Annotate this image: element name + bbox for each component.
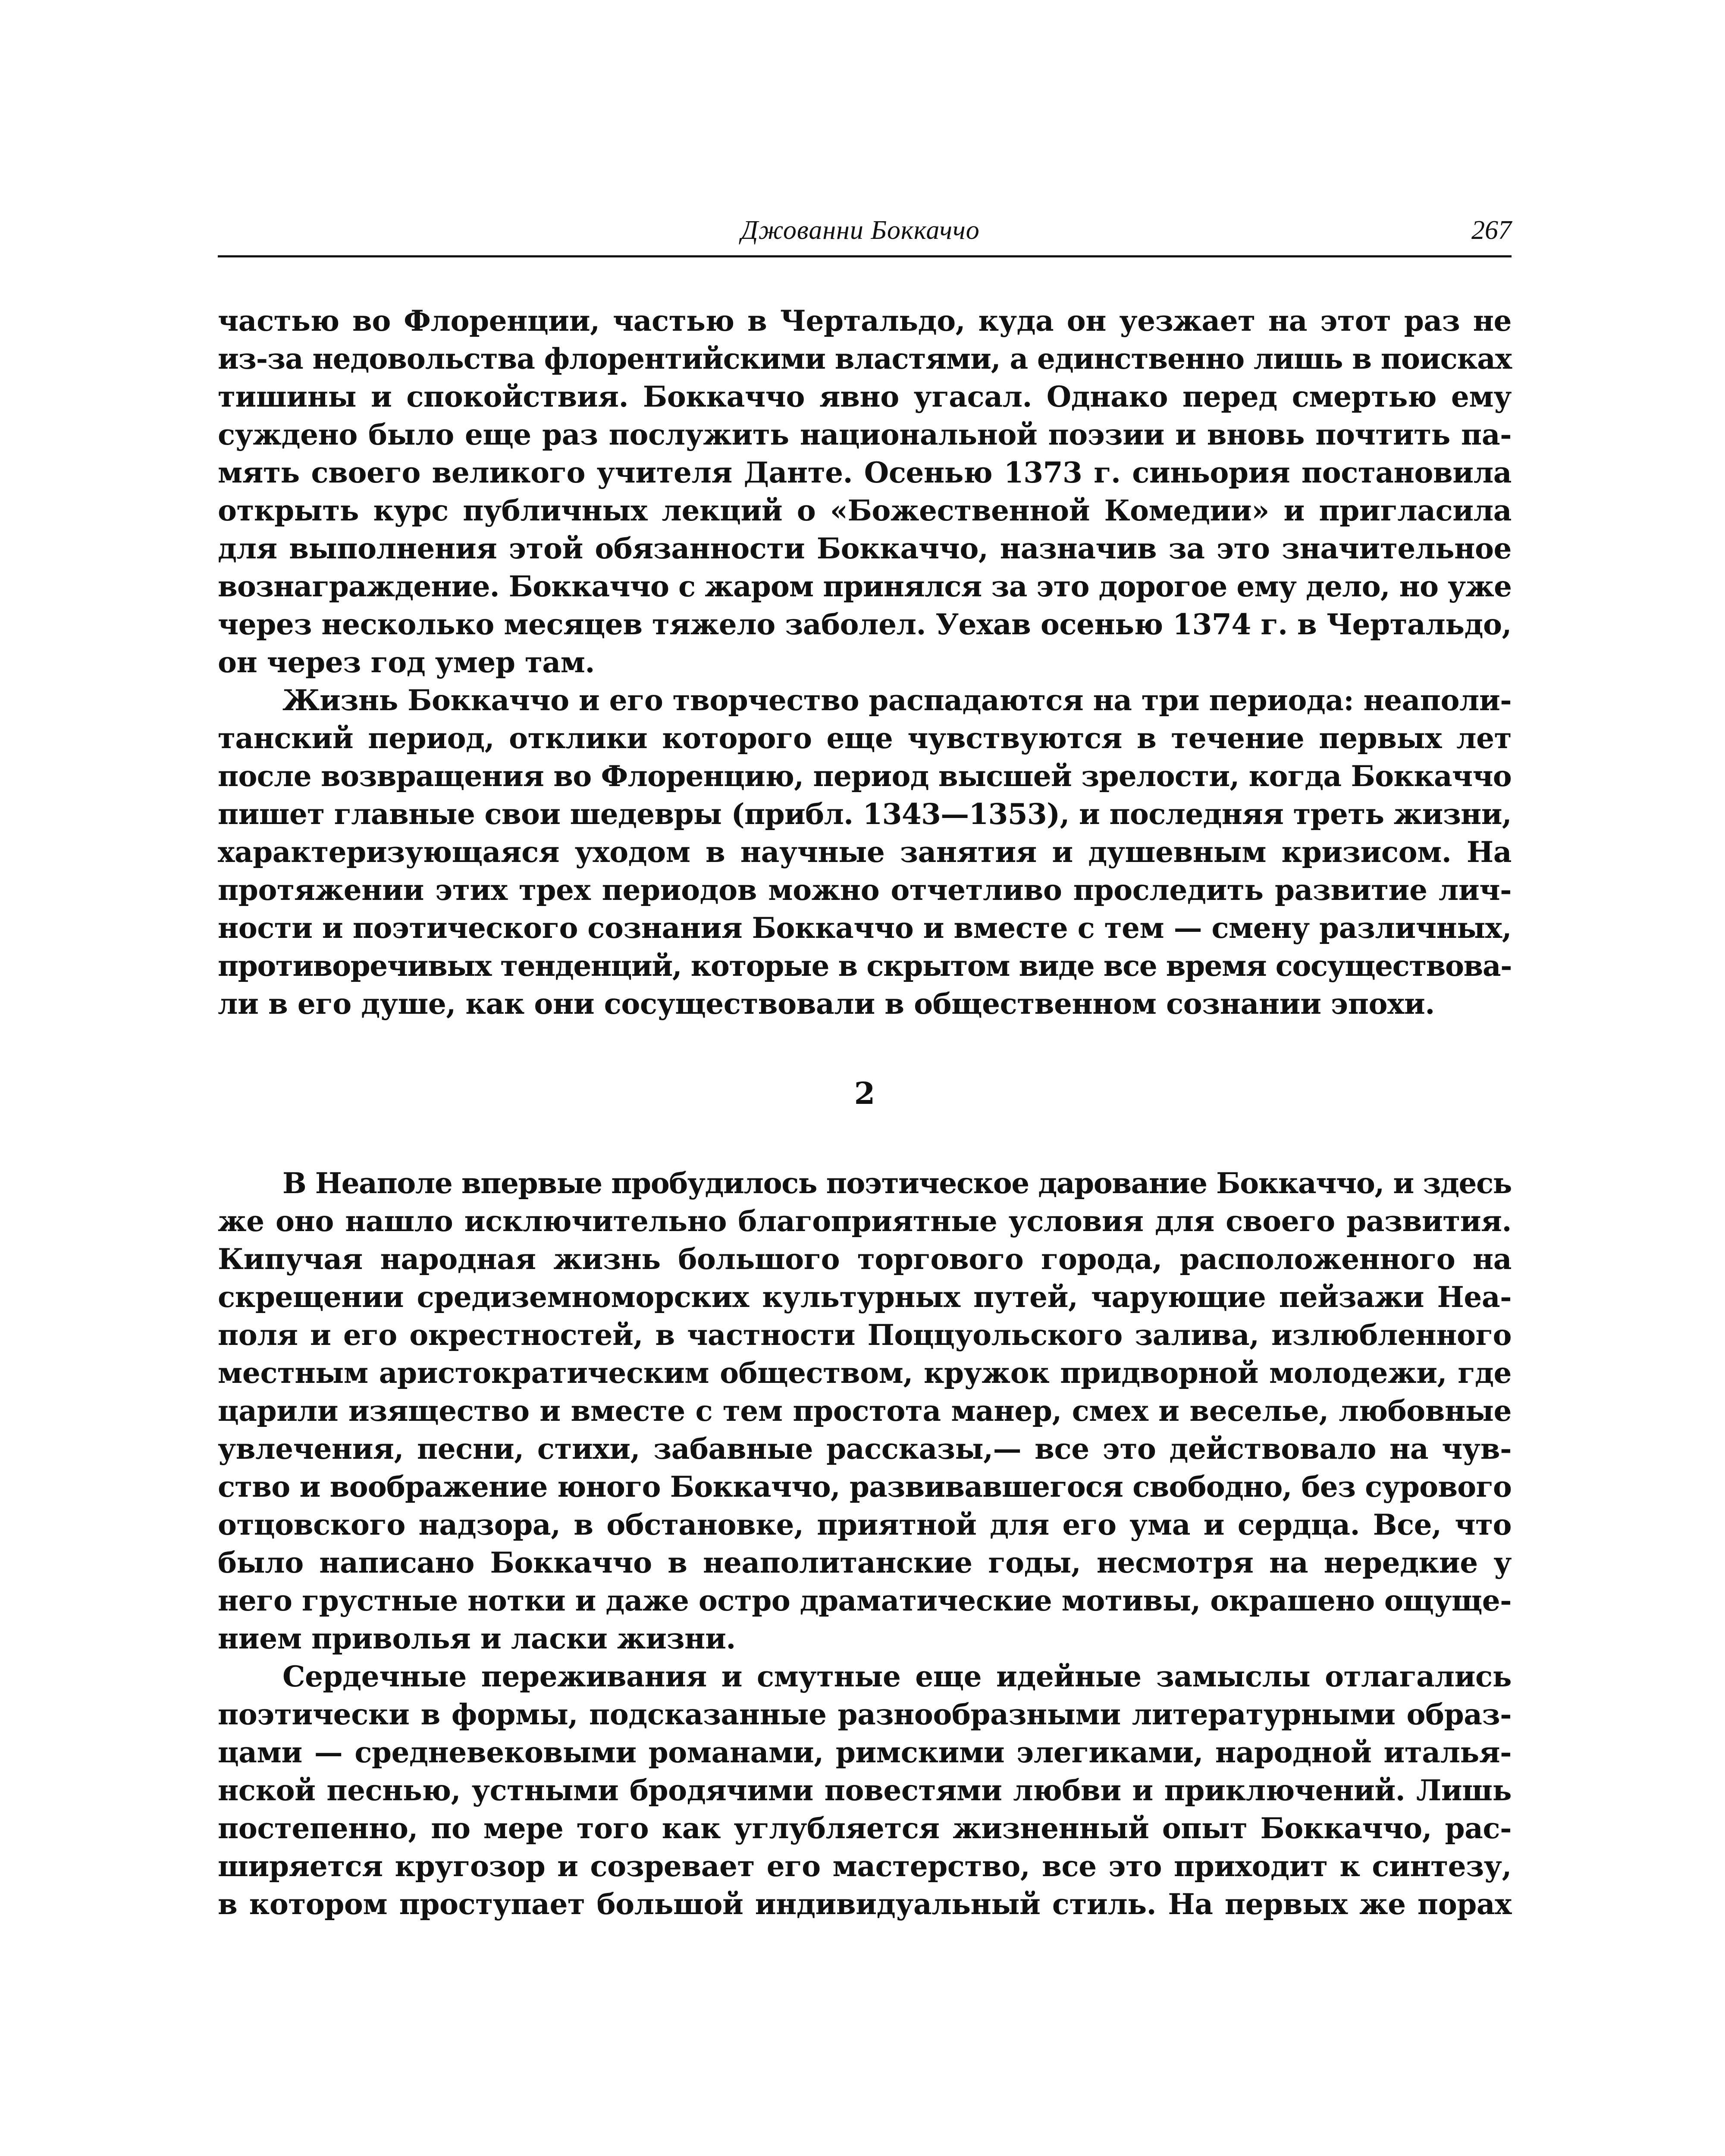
- text-line-content: противоречивых тенденций, которые в скрытом виде все время сосуществова-: [218, 949, 1512, 983]
- text-line: [218, 1354, 1512, 1392]
- text-line-content: цами — средневековыми романами, римскими элегиками, народной италья-: [218, 1736, 1512, 1769]
- paragraph: [218, 302, 1512, 681]
- text-line: [218, 567, 1512, 605]
- text-line-content: вознаграждение. Боккаччо с жаром принялся за это дорогое ему дело, но уже: [218, 570, 1512, 603]
- text-line-content: из-за недовольства флорентийскими властями, а единственно лишь в поисках: [218, 342, 1512, 376]
- text-line: [218, 719, 1512, 757]
- text-line: [218, 1392, 1512, 1430]
- running-title: Джованни Боккаччо: [741, 216, 980, 245]
- text-line-content: царили изящество и вместе с тем простота манер, смех и веселье, любовные: [218, 1394, 1512, 1428]
- text-line: [218, 492, 1512, 530]
- text-line: [218, 1771, 1512, 1809]
- section-number: 2: [854, 1075, 875, 1111]
- text-line-content: ширяется кругозор и созревает его мастерство, все это приходит к синтезу,: [218, 1849, 1512, 1883]
- text-line: [218, 1809, 1512, 1847]
- text-line: [218, 605, 1512, 643]
- text-line: [218, 871, 1512, 909]
- text-line-content: характеризующаяся уходом в научные занятия и душевным кризисом. На: [218, 835, 1512, 869]
- paragraph: [218, 1164, 1512, 1658]
- text-line-content: тишины и спокойствия. Боккаччо явно угасал. Однако перед смертью ему: [218, 380, 1512, 414]
- text-line-content: частью во Флоренции, частью в Чертальдо, куда он уезжает на этот раз не: [218, 304, 1512, 338]
- text-line: [218, 1278, 1512, 1316]
- text-line-content: было написано Боккаччо в неаполитанские годы, несмотря на нередкие у: [218, 1546, 1512, 1579]
- text-line: [218, 1695, 1512, 1733]
- text-line-content: нской песнью, устными бродячими повестями любви и приключений. Лишь: [218, 1774, 1512, 1807]
- text-line: [218, 795, 1512, 833]
- text-line: [218, 1468, 1512, 1506]
- page-number: 267: [1471, 216, 1512, 245]
- running-head: [218, 213, 1512, 255]
- text-line: [218, 340, 1512, 378]
- text-line: [218, 378, 1512, 416]
- text-line: [218, 1430, 1512, 1468]
- text-line: [218, 1240, 1512, 1278]
- text-line: [218, 643, 1512, 681]
- text-line-content: открыть курс публичных лекций о «Божественной Комедии» и пригласила: [218, 494, 1512, 527]
- text-line-content: после возвращения во Флоренцию, период высшей зрелости, когда Боккаччо: [218, 759, 1512, 793]
- text-line: [218, 454, 1512, 492]
- text-line: [218, 1506, 1512, 1544]
- text-line: [218, 1202, 1512, 1240]
- text-line: [218, 1620, 1512, 1658]
- text-line-content: протяжении этих трех периодов можно отчетливо проследить развитие лич-: [218, 873, 1512, 907]
- text-line-content: он через год умер там.: [218, 646, 595, 679]
- text-line-content: ство и воображение юного Боккаччо, развивавшегося свободно, без сурового: [218, 1470, 1512, 1504]
- text-line-content: местным аристократическим обществом, кружок придворной молодежи, где: [218, 1356, 1512, 1390]
- text-line: [218, 530, 1512, 567]
- text-line: [218, 1885, 1512, 1923]
- book-page: [218, 0, 1512, 1923]
- text-line: [218, 302, 1512, 340]
- text-line-content: Жизнь Боккаччо и его творчество распадаются на три периода: неаполи-: [282, 683, 1512, 717]
- text-line-content: суждено было еще раз послужить национальной поэзии и вновь почтить па-: [218, 418, 1512, 451]
- text-line-content: Кипучая народная жизнь большого торгового города, расположенного на: [218, 1242, 1512, 1276]
- text-line-content: мять своего великого учителя Данте. Осенью 1373 г. синьория постановила: [218, 456, 1512, 489]
- text-line: [218, 757, 1512, 795]
- text-line: [218, 1733, 1512, 1771]
- text-line: [218, 909, 1512, 947]
- text-line: [218, 1847, 1512, 1885]
- text-line: [218, 1658, 1512, 1695]
- text-line-content: нием приволья и ласки жизни.: [218, 1622, 736, 1655]
- text-line: [218, 1316, 1512, 1354]
- text-line-content: поэтически в формы, подсказанные разнообразными литературными образ-: [218, 1698, 1512, 1731]
- text-line: [218, 833, 1512, 871]
- text-line: [218, 947, 1512, 985]
- text-line: [218, 1164, 1512, 1202]
- text-line-content: же оно нашло исключительно благоприятные условия для своего развития.: [218, 1204, 1512, 1238]
- text-line-content: для выполнения этой обязанности Боккаччо, назначив за это значительное: [218, 532, 1512, 565]
- text-line-content: скрещении средиземноморских культурных путей, чарующие пейзажи Неа-: [218, 1280, 1512, 1314]
- paragraph: [218, 681, 1512, 1023]
- text-line: [218, 681, 1512, 719]
- text-line-content: в котором проступает большой индивидуальный стиль. На первых же порах: [218, 1887, 1512, 1921]
- text-line-content: поля и его окрестностей, в частности Поццуольского залива, излюбленного: [218, 1318, 1512, 1352]
- text-line-content: увлечения, песни, стихи, забавные рассказы,— все это действовало на чув-: [218, 1432, 1512, 1466]
- text-line: [218, 1582, 1512, 1620]
- text-line-content: ли в его душе, как они сосуществовали в общественном сознании эпохи.: [218, 987, 1435, 1021]
- text-line-content: танский период, отклики которого еще чувствуются в течение первых лет: [218, 721, 1512, 755]
- text-line-content: него грустные нотки и даже остро драматические мотивы, окрашено ощуще-: [218, 1584, 1512, 1617]
- text-line-content: отцовского надзора, в обстановке, приятной для его ума и сердца. Все, что: [218, 1508, 1512, 1542]
- text-line-content: В Неаполе впервые пробудилось поэтическое дарование Боккаччо, и здесь: [282, 1166, 1512, 1200]
- text-line-content: пишет главные свои шедевры (прибл. 1343—1353), и последняя треть жизни,: [218, 797, 1512, 831]
- header-rule: [218, 255, 1512, 257]
- text-line-content: Сердечные переживания и смутные еще идейные замыслы отлагались: [282, 1660, 1512, 1693]
- paragraph: [218, 1658, 1512, 1923]
- text-line-content: через несколько месяцев тяжело заболел. Уехав осенью 1374 г. в Чертальдо,: [218, 608, 1512, 641]
- text-line: [218, 985, 1512, 1023]
- text-line-content: ности и поэтического сознания Боккаччо и вместе с тем — смену различных,: [218, 911, 1512, 945]
- text-line: [218, 416, 1512, 454]
- text-line-content: постепенно, по мере того как углубляется жизненный опыт Боккаччо, рас-: [218, 1811, 1512, 1845]
- text-line: [218, 1544, 1512, 1582]
